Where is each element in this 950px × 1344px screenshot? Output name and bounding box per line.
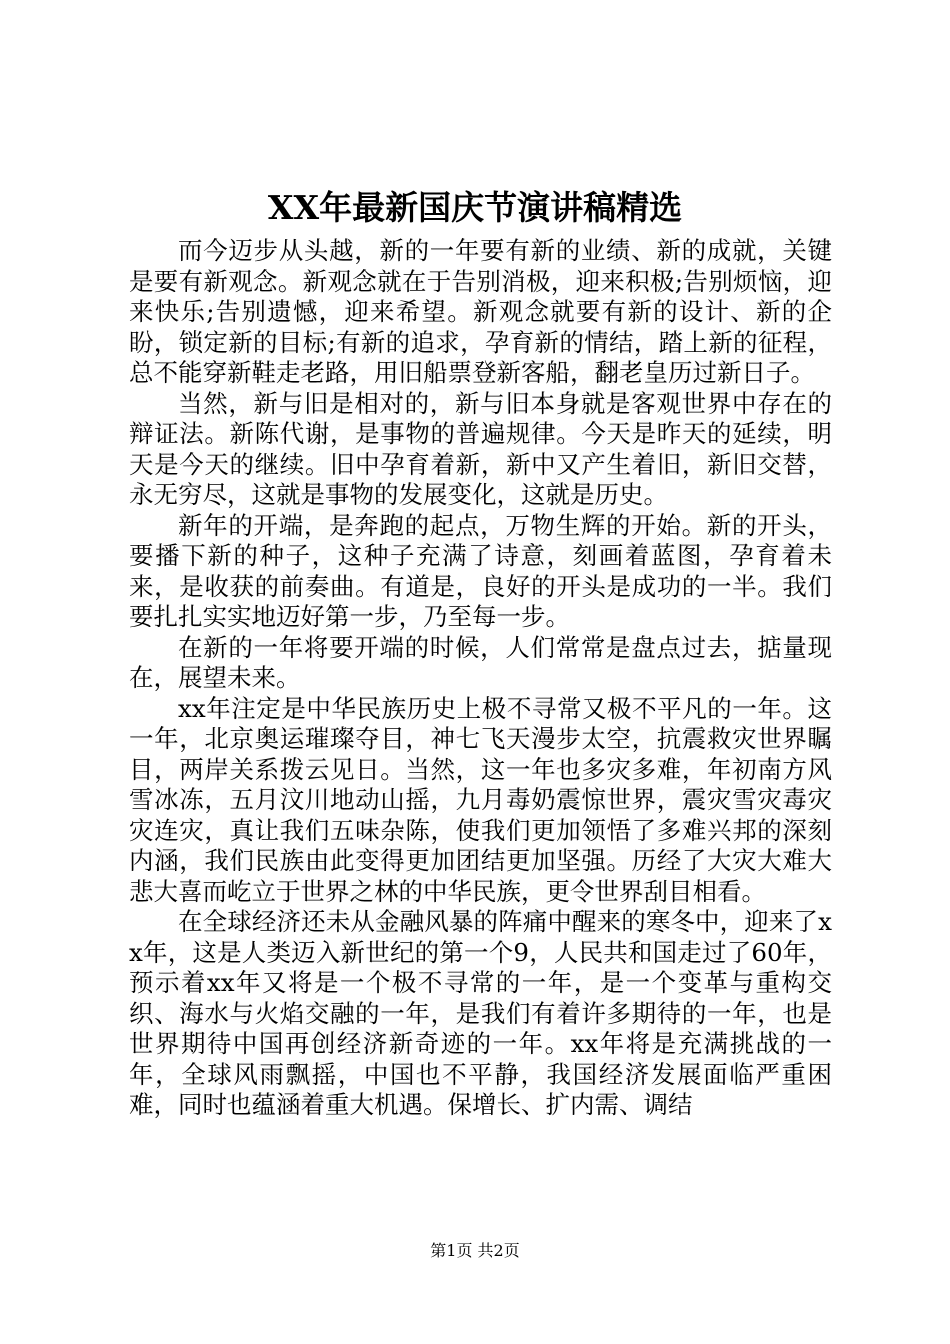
paragraph: 当然，新与旧是相对的，新与旧本身就是客观世界中存在的辩证法。新陈代谢，是事物的普遍规律。今天是昨天的延续，明天是今天的继续。旧中孕育着新，新中又产生着旧，新旧交替，永无穷尽，这就是事物的发展变化，这就是历史。 bbox=[129, 388, 832, 509]
page-footer: 第1页 共2页 bbox=[430, 1241, 520, 1260]
paragraph: xx年注定是中华民族历史上极不寻常又极不平凡的一年。这一年，北京奥运璀璨夺目，神七飞天漫步太空，抗震救灾世界瞩目，两岸关系拨云见日。当然，这一年也多灾多难，年初南方风雪冰冻，五月汶川地动山摇，九月毒奶震惊世界，震灾雪灾毒灾灾连灾，真让我们五味杂陈，使我们更加领悟了多难兴邦的深刻内涵，我们民族由此变得更加团结更加坚强。历经了大灾大难大悲大喜而屹立于世界之林的中华民族，更令世界刮目相看。 bbox=[129, 693, 832, 906]
paragraph: 在新的一年将要开端的时候，人们常常是盘点过去，掂量现在，展望未来。 bbox=[129, 632, 832, 692]
document-title: XX年最新国庆节演讲稿精选 bbox=[267, 188, 683, 227]
paragraph: 在全球经济还未从金融风暴的阵痛中醒来的寒冬中，迎来了xx年，这是人类迈入新世纪的第一个9，人民共和国走过了60年，预示着xx年又将是一个极不寻常的一年，是一个变革与重构交织、海水与火焰交融的一年，是我们有着许多期待的一年，也是世界期待中国再创经济新奇迹的一年。xx年将是充满挑战的一年，全球风雨飘摇，中国也不平静，我国经济发展面临严重困难，同时也蕴涵着重大机遇。保增长、扩内需、调结 bbox=[129, 907, 832, 1119]
paragraph: 而今迈步从头越，新的一年要有新的业绩、新的成就，关键是要有新观念。新观念就在于告别消极，迎来积极;告别烦恼，迎来快乐;告别遗憾，迎来希望。新观念就要有新的设计、新的企盼，锁定新的目标;有新的追求，孕育新的情结，踏上新的征程，总不能穿新鞋走老路，用旧船票登新客船，翻老皇历过新日子。 bbox=[129, 236, 832, 387]
paragraph: 新年的开端，是奔跑的起点，万物生辉的开始。新的开头，要播下新的种子，这种子充满了诗意，刻画着蓝图，孕育着未来，是收获的前奏曲。有道是，良好的开头是成功的一半。我们要扎扎实实地迈好第一步，乃至每一步。 bbox=[129, 510, 832, 631]
document-body bbox=[129, 236, 832, 1121]
